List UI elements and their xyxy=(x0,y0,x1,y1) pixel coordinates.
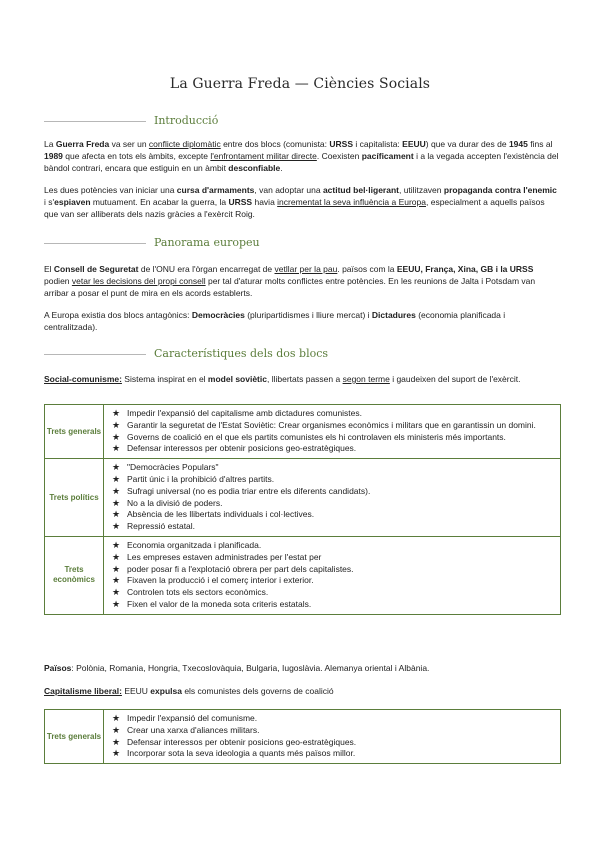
list-item xyxy=(112,725,554,737)
list-item-text: Governs de coalició en el que els partits comunistes els hi controlaven els ministeris més importants. xyxy=(127,431,506,442)
bold-text: cursa d'armaments xyxy=(176,185,255,195)
star-icon: ★ xyxy=(112,431,121,442)
table-row xyxy=(45,536,561,614)
text-run: ) que va durar des de xyxy=(425,139,509,149)
text-run: Sistema inspirat en el xyxy=(121,374,208,384)
bullet-list xyxy=(112,713,554,760)
star-icon: ★ xyxy=(112,521,121,532)
text-run: i gaudeixen del suport de l'exèrcit. xyxy=(389,374,521,384)
communism-features-table xyxy=(44,404,561,615)
star-icon: ★ xyxy=(112,443,121,454)
bold-text: Capitalisme liberal: xyxy=(44,686,122,696)
star-icon: ★ xyxy=(112,419,121,430)
text-run: i a la vegada accepten l'existència del bàndol contrari, encara que estiguin en un àmbit xyxy=(44,151,559,173)
table-row xyxy=(45,459,561,537)
list-item-text: Defensar interessos per obtenir posicions geo-estratègiques. xyxy=(127,736,357,747)
text-run: podien xyxy=(44,276,72,286)
section-title-features: Característiques dels dos blocs xyxy=(154,347,329,360)
underlined-text: vetar les decisions del propi consell xyxy=(71,276,206,286)
text-run: . països com la xyxy=(337,264,397,274)
bold-text: actitud bel·ligerant xyxy=(322,185,399,195)
text-run: , especialment a aquells països que van ser alliberats dels nazis gràcies a l'exèrcit Roig. xyxy=(44,197,545,219)
list-item xyxy=(112,552,554,564)
star-icon: ★ xyxy=(112,539,121,550)
star-icon: ★ xyxy=(112,598,121,609)
text-run: els comunistes dels governs de coalició xyxy=(181,686,334,696)
text-run: entre dos blocs (comunista: xyxy=(220,139,330,149)
bullet-list xyxy=(112,408,554,455)
row-body xyxy=(104,405,561,459)
list-item xyxy=(112,408,554,420)
bold-text: Guerra Freda xyxy=(55,139,110,149)
list-item-text: Fixaven la producció i el comerç interior i exterior. xyxy=(127,575,314,586)
section-title-intro: Introducció xyxy=(154,114,219,127)
star-icon: ★ xyxy=(112,473,121,484)
list-item-text: "Democràcies Populars" xyxy=(127,462,219,473)
list-item xyxy=(112,474,554,486)
list-item-text: Absència de les llibertats individuals i col·lectives. xyxy=(127,509,315,520)
list-item xyxy=(112,498,554,510)
section-title-europe: Panorama europeu xyxy=(154,236,260,249)
text-run: . xyxy=(280,163,283,173)
row-body xyxy=(104,710,561,764)
bold-text: URSS xyxy=(329,139,354,149)
list-item-text: Crear una xarxa d'aliances militars. xyxy=(127,724,260,735)
text-run: A Europa existia dos blocs antagònics: xyxy=(44,310,192,320)
list-item xyxy=(112,509,554,521)
bold-text: Països xyxy=(44,663,72,673)
star-icon: ★ xyxy=(112,485,121,496)
list-item-text: Fixen el valor de la moneda sota criteris estatals. xyxy=(127,598,312,609)
star-icon: ★ xyxy=(112,497,121,508)
text-run: i capitalista: xyxy=(353,139,403,149)
list-item-text: Garantir la seguretat de l'Estat Soviètic: Crear organismes econòmics i militars que en garantissin un domini. xyxy=(127,419,536,430)
list-item xyxy=(112,462,554,474)
countries-list xyxy=(44,662,560,674)
list-item xyxy=(112,599,554,611)
star-icon: ★ xyxy=(112,713,121,723)
bold-text: Democràcies xyxy=(191,310,245,320)
intro-paragraph-1 xyxy=(44,138,560,174)
bold-text: espiaven xyxy=(54,197,91,207)
text-run: El xyxy=(44,264,54,274)
list-item-text: Controlen tots els sectors econòmics. xyxy=(127,587,269,598)
list-item xyxy=(112,521,554,533)
text-run: fins al xyxy=(527,139,553,149)
star-icon: ★ xyxy=(112,509,121,520)
list-item-text: Impedir l'expansió del comunisme. xyxy=(127,713,258,723)
star-icon: ★ xyxy=(112,575,121,586)
list-item-text: No a la divisió de poders. xyxy=(127,497,223,508)
star-icon: ★ xyxy=(112,408,121,418)
list-item xyxy=(112,575,554,587)
list-item xyxy=(112,587,554,599)
list-item xyxy=(112,420,554,432)
star-icon: ★ xyxy=(112,724,121,735)
text-run: que afecta en tots els àmbits, excepte xyxy=(62,151,211,161)
text-run: (pluripartidismes i lliure mercat) i xyxy=(244,310,372,320)
capitalism-intro xyxy=(44,685,560,697)
underlined-text: l'enfrontament militar directe xyxy=(210,151,317,161)
bold-text: expulsa xyxy=(150,686,182,696)
star-icon: ★ xyxy=(112,551,121,562)
list-item-text: Impedir l'expansió del capitalisme amb dictadures comunistes. xyxy=(127,408,363,418)
row-heading: Trets generals xyxy=(45,710,104,764)
list-item-text: Repressió estatal. xyxy=(127,521,196,532)
row-heading: Trets generals xyxy=(45,405,104,459)
text-run: , utilitzaven xyxy=(398,185,444,195)
bold-text: EEUU xyxy=(402,139,426,149)
row-body xyxy=(104,459,561,537)
text-run: (economia planificada i centralitzada). xyxy=(44,310,506,332)
row-body xyxy=(104,536,561,614)
star-icon: ★ xyxy=(112,462,121,473)
underlined-text: incrementat la seva influència a Europa xyxy=(277,197,426,207)
europe-paragraph-1 xyxy=(44,263,560,299)
table-row xyxy=(45,405,561,459)
text-run: de l'ONU era l'òrgan encarregat de xyxy=(138,264,275,274)
list-item-text: Les empreses estaven administrades per l'estat per xyxy=(127,551,322,562)
row-heading: Trets polítics xyxy=(45,459,104,537)
list-item-text: Sufragi universal (no es podia triar entre els diferents candidats). xyxy=(127,485,371,496)
text-run: mutuament. En acabar la guerra, la xyxy=(90,197,229,207)
heading-rule xyxy=(44,243,146,244)
underlined-text: vetllar per la pau xyxy=(274,264,338,274)
text-run: : Polònia, Romania, Hongria, Txecoslovàquia, Bulgaria, Iugoslàvia. Alemanya oriental i Albània. xyxy=(71,663,430,673)
bold-text: Dictadures xyxy=(371,310,416,320)
communism-intro xyxy=(44,373,560,385)
list-item xyxy=(112,540,554,552)
bold-text: 1989 xyxy=(44,151,63,161)
text-run: , van adoptar una xyxy=(254,185,323,195)
underlined-text: conflicte diplomàtic xyxy=(148,139,221,149)
list-item-text: Incorporar sota la seva ideologia a quants més països millor. xyxy=(127,748,356,759)
star-icon: ★ xyxy=(112,587,121,598)
underlined-text: segon terme xyxy=(342,374,390,384)
heading-rule xyxy=(44,121,146,122)
bold-text: model soviètic xyxy=(207,374,267,384)
heading-rule xyxy=(44,354,146,355)
star-icon: ★ xyxy=(112,748,121,759)
text-run: va ser un xyxy=(109,139,149,149)
star-icon: ★ xyxy=(112,563,121,574)
capitalism-features-table xyxy=(44,709,561,764)
document-title: La Guerra Freda — Ciències Socials xyxy=(169,76,431,92)
row-heading: Trets econòmics xyxy=(45,536,104,614)
text-run: . Coexisten xyxy=(316,151,362,161)
list-item xyxy=(112,564,554,576)
list-item-text: Defensar interessos per obtenir posicions geo-estratègiques. xyxy=(127,443,357,454)
bold-text: 1945 xyxy=(508,139,528,149)
list-item xyxy=(112,713,554,725)
bold-text: URSS xyxy=(228,197,253,207)
list-item-text: Partit únic i la prohibició d'altres partits. xyxy=(127,473,275,484)
bold-text: desconfiable xyxy=(228,163,281,173)
intro-paragraph-2 xyxy=(44,184,560,220)
bold-text: pacíficament xyxy=(361,151,414,161)
text-run: EEUU xyxy=(121,686,151,696)
bullet-list xyxy=(112,540,554,611)
text-run: per tal d'aturar molts conflictes entre potències. En les reunions de Jalta i Potsdam van arribar a posar el punt de mira en els acords establerts. xyxy=(44,276,536,298)
text-run: Les dues potències van iniciar una xyxy=(44,185,177,195)
text-run: , llibertats passen a xyxy=(266,374,343,384)
bold-text: propaganda contra l'enemic xyxy=(443,185,557,195)
list-item-text: Economia organitzada i planificada. xyxy=(127,539,262,550)
text-run: La xyxy=(44,139,56,149)
bullet-list xyxy=(112,462,554,533)
bold-text: Consell de Seguretat xyxy=(53,264,139,274)
bold-text: Social-comunisme: xyxy=(44,374,122,384)
list-item xyxy=(112,432,554,444)
text-run: havia xyxy=(252,197,278,207)
text-run: i s' xyxy=(44,197,55,207)
list-item xyxy=(112,748,554,760)
list-item xyxy=(112,486,554,498)
list-item xyxy=(112,443,554,455)
bold-text: EEUU, França, Xina, GB i la URSS xyxy=(396,264,534,274)
list-item xyxy=(112,737,554,749)
star-icon: ★ xyxy=(112,736,121,747)
list-item-text: poder posar fi a l'explotació obrera per part dels capitalistes. xyxy=(127,563,354,574)
europe-paragraph-2 xyxy=(44,309,560,333)
table-row xyxy=(45,710,561,764)
